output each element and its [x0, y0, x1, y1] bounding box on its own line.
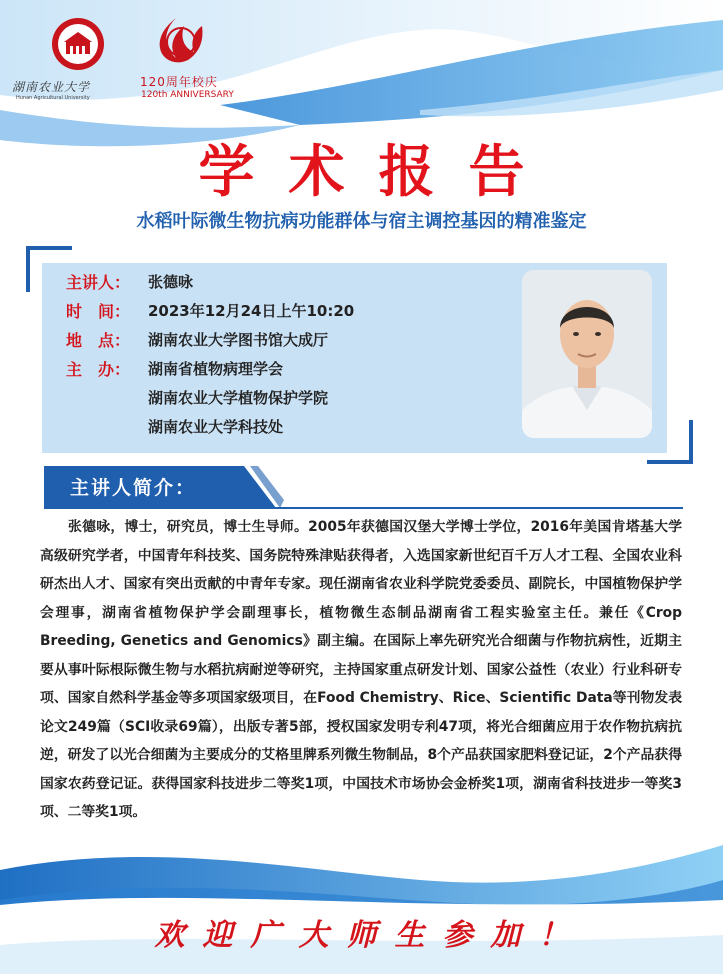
poster-title: 学术报告 — [198, 139, 559, 205]
event-place: 湖南农业大学图书馆大成厅 — [148, 331, 329, 349]
speaker-photo — [522, 270, 652, 438]
anniversary-label: 120周年校庆 — [140, 75, 218, 89]
section-title: 主讲人简介： — [70, 477, 197, 499]
speaker-name: 张德咏 — [148, 273, 194, 291]
event-time: 2023年12月24日上午10:20 — [148, 302, 355, 320]
host-2: 湖南农业大学植物保护学院 — [148, 389, 329, 407]
report-subtitle: 水稻叶际微生物抗病功能群体与宿主调控基因的精准鉴定 — [136, 211, 587, 232]
university-name: 湖南农业大学 — [12, 80, 91, 94]
speaker-bio: 张德咏，博士，研究员，博士生导师。2005年获德国汉堡大学博士学位，2016年美国肯塔基大学高级研究学者，中国青年科技奖、国务院特殊津贴获得者，入选国家新世纪百千万人才工程、全国农业科研杰出人才、国家有突出贡献的中青年专家。现任湖南省农业科学院党委委员、副院长，中国植物保护学会理事，湖南省植物保护学会副理事长，植物微生态制品湖南省工程实验室主任。兼任《Crop Breeding, Genetics and Genomics》副主编。在国际上率先研究光合细菌与作物抗病性，近期主要从事叶际根际微生物与水稻抗病耐逆等研究，主持国家重点研发计划、国家公益性（农业）行业科研专项、国家自然科学基金等多项国家级项目，在Food Chemistry、Rice、Scientific Data等刊物发表论文249篇（SCI收录69篇），出版专著5部，授权国家发明专利47项，将光合细菌应用于农作物抗病抗逆，研发了以光合细菌为主要成分的艾格里牌系列微生物制品，8个产品获国家肥料登记证，2个产品获得国家农药登记证。获得国家科技进步二等奖1项，中国技术市场协会金桥奖1项，湖南省科技进步一等奖3项、二等奖1项。 — [40, 519, 682, 820]
host-label: 主 办： — [66, 360, 131, 379]
logo-area — [12, 12, 284, 104]
anniversary-label-en: 120th ANNIVERSARY — [141, 90, 234, 100]
place-label: 地 点： — [66, 331, 131, 350]
welcome-banner: 欢迎广大师生参加！ — [154, 918, 587, 953]
time-label: 时 间： — [66, 302, 131, 321]
host-3: 湖南农业大学科技处 — [148, 418, 284, 436]
speaker-portrait-icon — [522, 270, 652, 438]
speaker-label: 主讲人： — [66, 273, 131, 292]
host-1: 湖南省植物病理学会 — [148, 360, 284, 378]
university-name-en: Hunan Agricultural University — [16, 95, 90, 101]
